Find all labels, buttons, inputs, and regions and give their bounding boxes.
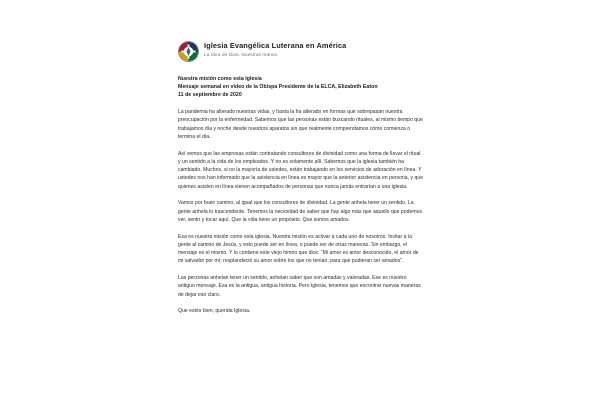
body-paragraph: Esa es nuestra misión como esta iglesia. Nuestra misión es activar a cada uno de nosotros. Invitar a la gente al camino de Jesús, y esto puede ser en línea, o puede ser de otras maneras. Sin embargo, el mensaje es el mismo. Y lo contiene este viejo himno que dice: “Mi amor es amor desconocido, el amor de mi salvador por mí; resplandeció su amor sobre los que no tenían, para que pudieran ser amados”. — [178, 233, 419, 265]
body-paragraph: Así vemos que las empresas están contratando consultores de divinidad como una forma de llevar el ritual y un sentido a la vida de los empleados. Y no es solamente allí. Sabemos que la iglesia también ha cambiado. Muchos, si no la mayoría de ustedes, están trabajando en los servicios de adoración en línea. Y ustedes nos han informado que la asistencia en línea es mayor que la anterior asistencia en persona, y que quienes asisten en línea vienen acompañados de personas que nunca jamás entrarían a una iglesia. — [178, 150, 424, 190]
body-paragraph: La pandemia ha alterado nuestras vidas, y hasta la ha alterado en formas que sobrepasan nuestra preocupación por la enfermedad. Sabemos que las personas están buscando rituales, al mismo tiempo que trabajamos día y noche desde nuestros aparatos sin que realmente comprendamos cómo comienza o termina el día. — [178, 109, 423, 140]
organization-name: Iglesia Evangélica Luterana en América — [204, 41, 347, 50]
closing-line: Que estés bien, querida Iglesia. — [178, 308, 251, 315]
document-date: 11 de septiembre de 2020 — [178, 92, 242, 99]
body-paragraph: Las personas anhelan tener un sentido, anhelan saber que son amadas y valoradas. Ese es nuestro antiguo mensaje. Esa es la antigua, antigua historia. Pero Iglesia, tenemos que encontrar nuevas maneras de dejar eso claro. — [178, 275, 421, 298]
document-header — [178, 75, 424, 99]
document-content — [178, 40, 424, 316]
document-subtitle: Mensaje semanal en video de la Obispa Presidente de la ELCA, Elizabeth Eaton — [178, 84, 378, 91]
document-title: Nuestra misión como esta Iglesia — [178, 76, 262, 82]
elca-cross-shield-icon — [178, 41, 199, 62]
organization-tagline: La obra de Dios. Nuestras manos. — [204, 52, 279, 58]
masthead — [178, 40, 424, 62]
wordmark — [204, 40, 346, 58]
body-paragraph: Vamos por buen camino, al igual que los consultores de divinidad. La gente anhela tener un sentido. La gente anhela lo trascendente. Tenemos la necesidad de saber que hay algo más que aquello que podemos ver, sentir y tocar aquí. Que la vida tiene un propósito. Que somos amados. — [178, 200, 423, 223]
